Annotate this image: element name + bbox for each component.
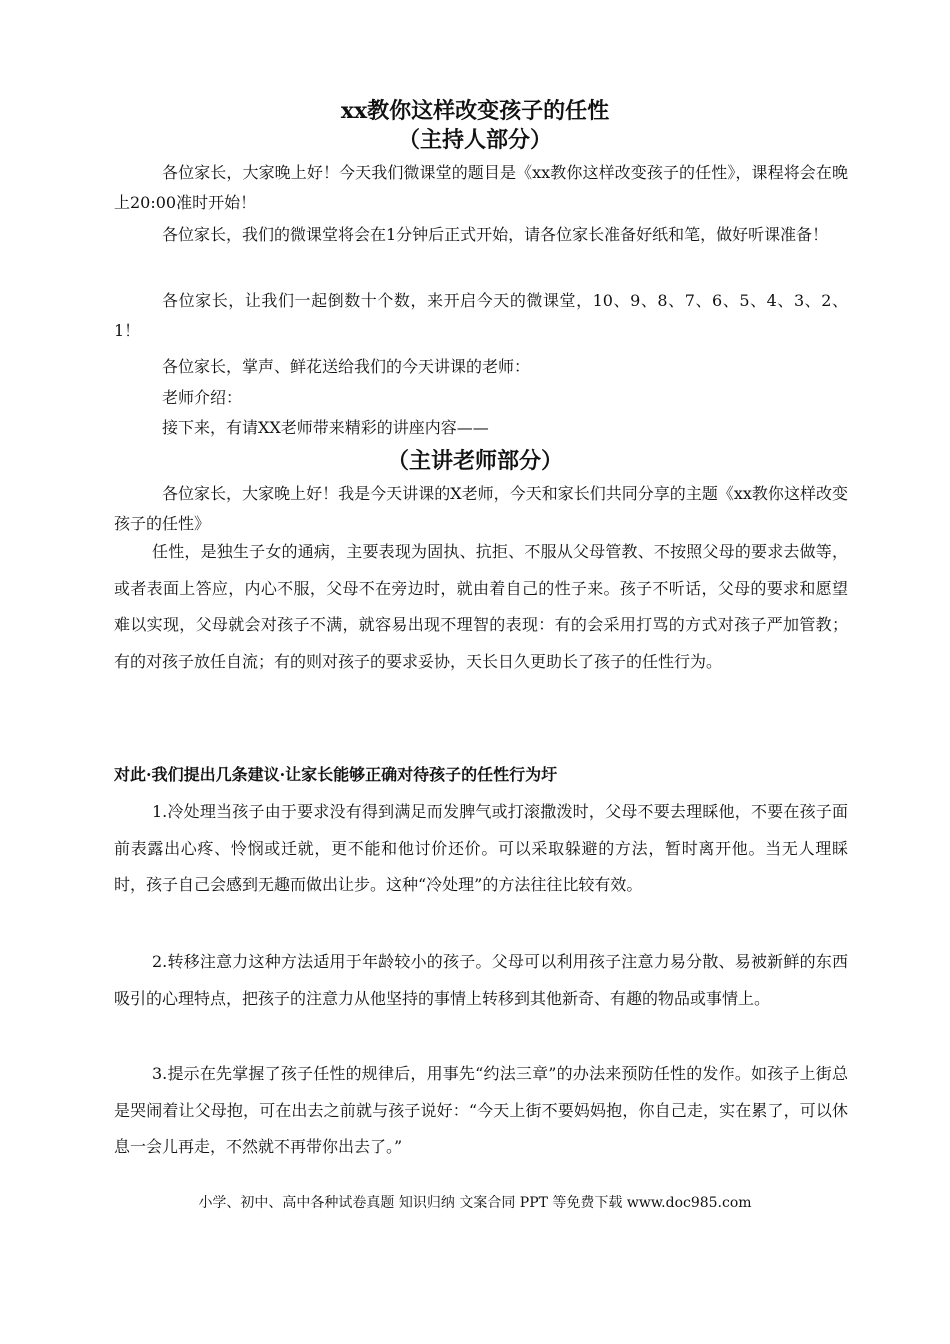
page-footer: 小学、初中、高中各种试卷真题 知识归纳 文案合同 PPT 等免费下载 www.doc985.com: [198, 1195, 752, 1211]
host-section-heading: （主持人部分）: [397, 127, 552, 153]
host-paragraph: 接下来，有请XX老师带来精彩的讲座内容——: [162, 418, 489, 437]
host-paragraph: 各位家长，大家晚上好！今天我们微课堂的题目是《xx教你这样改变孩子的任性》，课程将会在晚上20:00准时开始！: [114, 163, 848, 212]
teacher-intro: 各位家长，大家晚上好！我是今天讲课的X老师，今天和家长们共同分享的主题《xx教你这样改变孩子的任性》: [114, 484, 848, 533]
teacher-body: 任性，是独生子女的通病，主要表现为固执、抗拒、不服从父母管教、不按照父母的要求去做等，或者表面上答应，内心不服，父母不在旁边时，就由着自己的性子来。孩子不听话，父母的要求和愿望难以实现，父母就会对孩子不满，就容易出现不理智的表现：有的会采用打骂的方式对孩子严加管教；有的对孩子放任自流；有的则对孩子的要求妥协，天长日久更助长了孩子的任性行为。: [114, 542, 848, 671]
host-paragraph: 各位家长，掌声、鲜花送给我们的今天讲课的老师：: [162, 357, 531, 376]
host-paragraph: 各位家长，我们的微课堂将会在1分钟后正式开始，请各位家长准备好纸和笔，做好听课准备！: [162, 225, 829, 244]
host-paragraph: 老师介绍：: [162, 388, 243, 407]
document-title: xx教你这样改变孩子的任性: [340, 98, 610, 124]
suggestion-item: 3.提示在先掌握了孩子任性的规律后，用事先“约法三章”的办法来预防任性的发作。如孩子上街总是哭闹着让父母抱，可在出去之前就与孩子说好：“今天上街不要妈妈抱，你自己走，实在累了，可以休息一会儿再走，不然就不再带你出去了。”: [114, 1064, 848, 1156]
teacher-section-heading: （主讲老师部分）: [386, 448, 563, 474]
suggestion-item: 2.转移注意力这种方法适用于年龄较小的孩子。父母可以利用孩子注意力易分散、易被新鲜的东西吸引的心理特点，把孩子的注意力从他坚持的事情上转移到其他新奇、有趣的物品或事情上。: [114, 952, 848, 1008]
suggestion-item: 1.冷处理当孩子由于要求没有得到满足而发脾气或打滚撒泼时，父母不要去理睬他，不要在孩子面前表露出心疼、怜悯或迁就，更不能和他讨价还价。可以采取躲避的方法，暂时离开他。当无人理睬时，孩子自己会感到无趣而做出让步。这种“冷处理”的方法往往比较有效。: [114, 802, 848, 894]
suggestion-heading: 对此·我们提出几条建议·让家长能够正确对待孩子的任性行为圩: [114, 765, 558, 784]
host-paragraph: 各位家长，让我们一起倒数十个数，来开启今天的微课堂，10、9、8、7、6、5、4、3、2、1！: [114, 291, 848, 340]
